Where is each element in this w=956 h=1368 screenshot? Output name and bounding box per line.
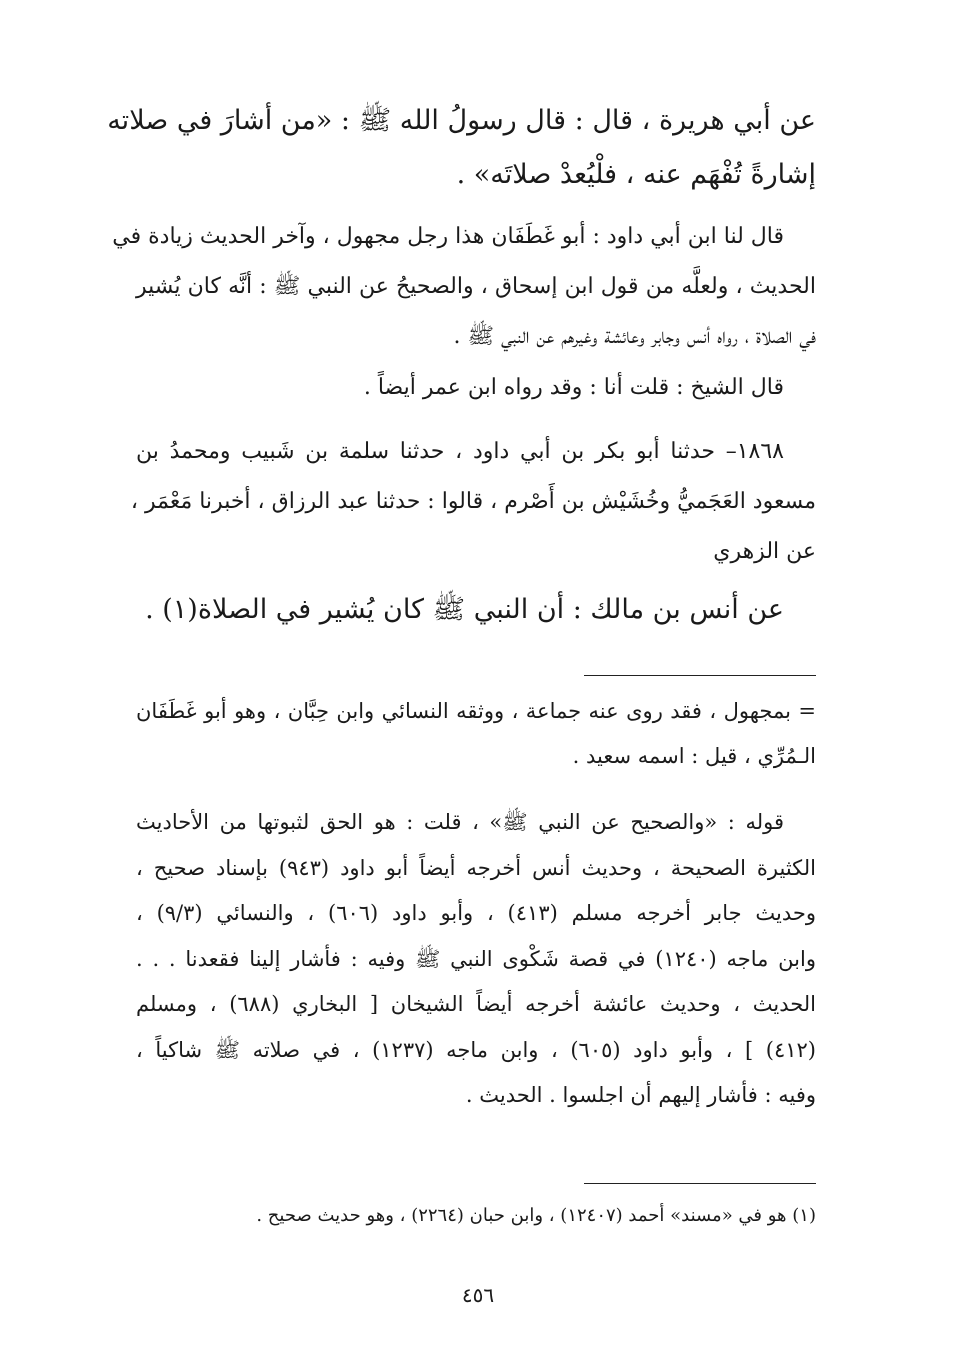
footnote-separator — [584, 675, 816, 676]
text-line: الكثيرة الصحيحة ، وحديث أنس أخرجه أيضاً أبو داود (٩٤٣) بإسناد صحيح ، — [136, 855, 817, 880]
commentary-paragraph — [112, 212, 816, 362]
text-line: عن أبي هريرة ، قال : قال رسولُ الله ﷺ : «من أشارَ في صلاته — [107, 105, 816, 136]
footnote-text: (١) هو في «مسند» أحمد (١٢٤٠٧) ، وابن حبان (٢٢٦٤) ، وهو حديث صحيح . — [256, 1205, 816, 1226]
isnad-paragraph — [130, 427, 816, 577]
text-line: الحديث ، وحديث عائشة أخرجه أيضاً الشيخان [ البخاري (٦٨٨) ، ومسلم — [136, 992, 816, 1016]
footnote — [136, 1196, 816, 1236]
page-number: ٤٥٦ — [461, 1283, 495, 1307]
editor-note — [136, 800, 816, 1119]
text-line: عن الزهري — [713, 539, 816, 564]
text-line: عن أنس بن مالك : أن النبي ﷺ كان يُشير في الصلاة(١) . — [145, 594, 784, 625]
text-line: قوله : «والصحيح عن النبي ﷺ» ، قلت : هو الحق لثبوتها من الأحاديث — [136, 810, 784, 834]
text-line: الحديث ، ولعلَّه من قول ابن إسحاق ، والصحيحُ عن النبي ﷺ : أنَّه كان يُشير — [136, 274, 816, 299]
text-line: ١٨٦٨– حدثنا أبو بكر بن أبي داود ، حدثنا سلمة بن شَبيب ومحمدُ بن — [136, 439, 784, 464]
text-line: (٤١٢) ] ، وأبو داود (٦٠٥) ، وابن ماجه (١٢٣٧) ، في صلاته ﷺ شاكياً ، — [136, 1037, 816, 1062]
text-line: وحديث جابر أخرجه مسلم (٤١٣) ، وأبو داود (٦٠٦) ، والنسائي (٩/٣) ، — [136, 901, 816, 925]
sheikh-note — [136, 364, 816, 412]
footnote-separator — [584, 1183, 816, 1184]
text-line: قال الشيخ : قلت أنا : وقد رواه ابن عمر أيضاً . — [363, 375, 784, 400]
note-continuation — [136, 689, 816, 779]
text-line: الـمُرِّي ، قيل : اسمه سعيد . — [572, 744, 816, 768]
text-line: مسعود العَجَميُّ وخُشَيْش بن أَصْرم ، قالوا : حدثنا عبد الرزاق ، أخبرنا مَعْمَر ، — [130, 489, 816, 514]
hadith-text-2 — [136, 585, 816, 635]
text-line: = بمجهول ، فقد روى عنه جماعة ، ووثقه النسائي وابن حِبَّان ، وهو أبو غَطَفَان — [136, 699, 816, 723]
text-line: في الصلاة ، رواه أنس وجابر وعائشة وغيرهم عن النبي ﷺ . — [453, 324, 816, 349]
hadith-text-1 — [107, 94, 816, 202]
text-line: إشارةً تُفْهَم عنه ، فلْيُعدْ صلاتَه» . — [456, 159, 816, 190]
text-line: وفيه : فأشار إليهم أن اجلسوا . الحديث . — [465, 1083, 816, 1107]
text-line: وابن ماجه (١٢٤٠) في قصة شَكْوى النبي ﷺ وفيه : فأشار إلينا فقعدنا . . . — [136, 946, 816, 971]
text-line: قال لنا ابن أبي داود : أبو غَطَفَان هذا رجل مجهول ، وآخر الحديث زيادة في — [112, 224, 784, 249]
